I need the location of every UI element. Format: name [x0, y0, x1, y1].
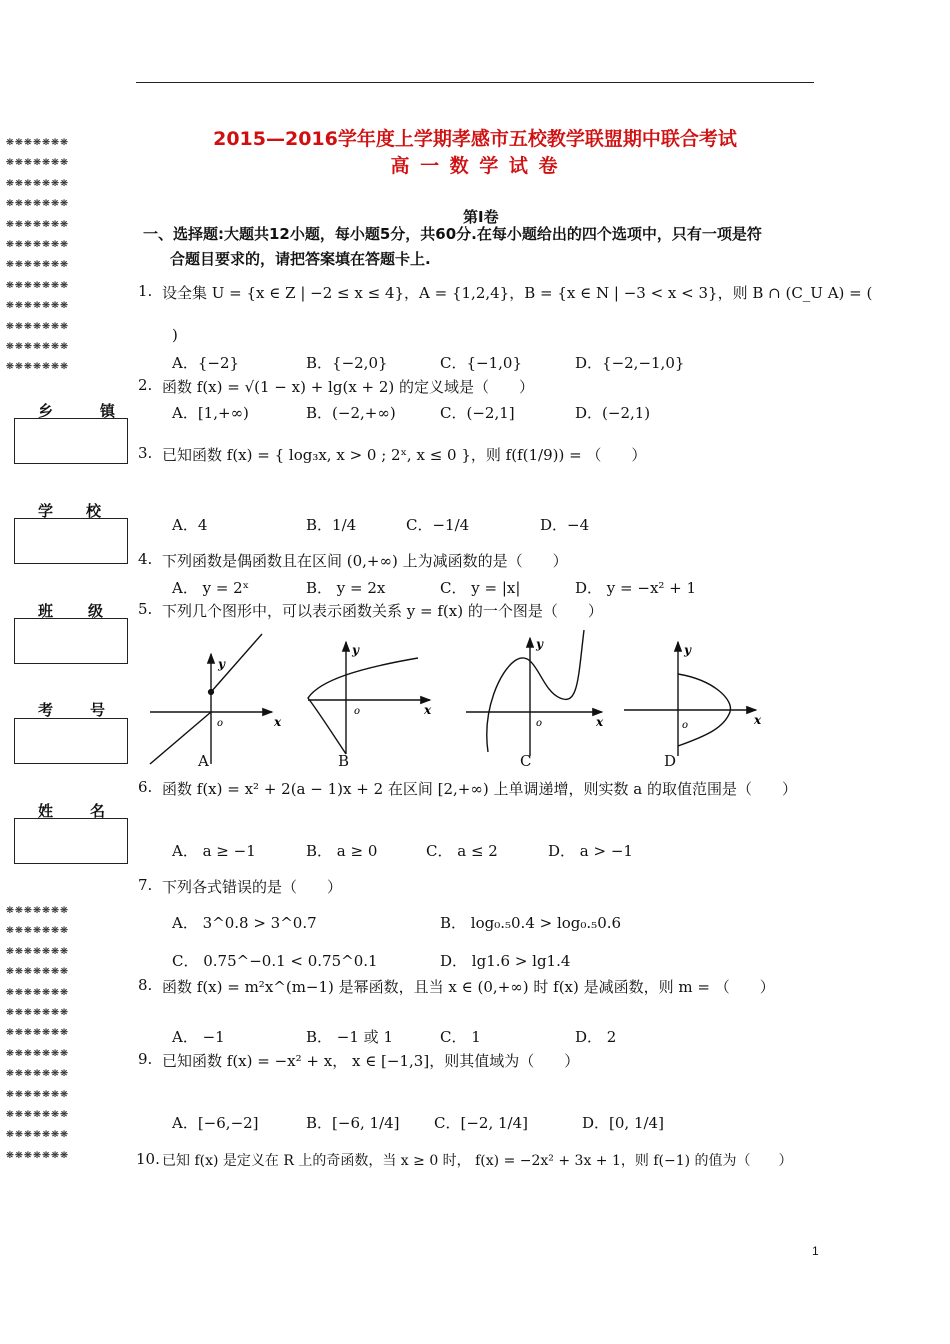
option-a[interactable]: A． a ≥ −1: [172, 842, 256, 860]
option-d[interactable]: D．{−2,−1,0}: [575, 354, 685, 372]
option-a[interactable]: A．4: [172, 516, 208, 534]
option-c[interactable]: C．[−2, 1/4]: [434, 1114, 528, 1132]
option-d[interactable]: D． a > −1: [548, 842, 633, 860]
question-number: 7.: [138, 876, 153, 894]
option-a[interactable]: A． −1: [172, 1028, 225, 1046]
page-number: 1: [812, 1244, 819, 1258]
side-stars-top: ❋❋❋❋❋❋❋ ❋❋❋❋❋❋❋ ❋❋❋❋❋❋❋ ❋❋❋❋❋❋❋ ❋❋❋❋❋❋❋ ❋❋❋❋❋❋❋ ❋❋❋❋❋❋❋ ❋❋❋❋❋❋❋ ❋❋❋❋❋❋❋ ❋❋❋❋❋❋❋ ❋❋❋❋❋❋❋ ❋❋❋❋❋❋❋: [6, 134, 70, 374]
side-stars-bottom: ❋❋❋❋❋❋❋ ❋❋❋❋❋❋❋ ❋❋❋❋❋❋❋ ❋❋❋❋❋❋❋ ❋❋❋❋❋❋❋ ❋❋❋❋❋❋❋ ❋❋❋❋❋❋❋ ❋❋❋❋❋❋❋ ❋❋❋❋❋❋❋ ❋❋❋❋❋❋❋ ❋❋❋❋❋❋❋ ❋❋❋❋❋❋❋ ❋❋❋❋❋❋❋: [6, 902, 70, 1162]
option-a[interactable]: A．{−2}: [172, 354, 240, 372]
question-text: 已知函数 f(x) = { log₃x, x > 0 ; 2ˣ, x ≤ 0 }，则 f(f(1/9)) = （ ）: [162, 446, 647, 464]
option-b[interactable]: B． y = 2x: [306, 579, 386, 597]
graph-b: [308, 642, 430, 754]
graph-a: [150, 634, 272, 764]
graph-b-y-label: y: [352, 643, 359, 657]
question-text: 已知 f(x) 是定义在 R 上的奇函数，当 x ≥ 0 时， f(x) = −2x² + 3x + 1，则 f(−1) 的值为（ ）: [162, 1153, 793, 1169]
option-b[interactable]: B． −1 或 1: [306, 1028, 393, 1046]
field-box-township[interactable]: [14, 418, 128, 464]
field-box-exam-number[interactable]: [14, 718, 128, 764]
option-d[interactable]: D．−4: [540, 516, 590, 534]
question-number: 2.: [138, 376, 153, 394]
question-number: 10.: [136, 1150, 160, 1168]
option-b[interactable]: B． a ≥ 0: [306, 842, 378, 860]
option-b[interactable]: B．1/4: [306, 516, 357, 534]
exam-subtitle: 高 一 数 学 试 卷: [390, 155, 560, 177]
option-b[interactable]: B． log₀.₅0.4 > log₀.₅0.6: [440, 914, 622, 932]
option-a[interactable]: A: [198, 752, 209, 770]
question-text: 函数 f(x) = √(1 − x) + lg(x + 2) 的定义域是（ ）: [162, 378, 535, 396]
option-c[interactable]: C．{−1,0}: [440, 354, 522, 372]
option-d[interactable]: D．(−2,1): [575, 404, 651, 422]
graph-d-origin: o: [682, 720, 689, 731]
graph-a-x-label: x: [274, 715, 282, 729]
section-instructions-line1: 一、选择题:大题共12小题，每小题5分，共60分.在每小题给出的四个选项中，只有一项是符: [143, 225, 762, 243]
graph-d-y-label: y: [684, 643, 691, 657]
graph-b-origin: o: [354, 706, 361, 717]
question-text: 函数 f(x) = m²x^(m−1) 是幂函数，且当 x ∈ (0,+∞) 时 f(x) 是减函数，则 m = （ ）: [162, 978, 775, 996]
graph-a-origin: o: [217, 718, 224, 729]
option-d[interactable]: D．[0, 1/4]: [582, 1114, 664, 1132]
option-c[interactable]: C． y = |x|: [440, 579, 521, 597]
graph-d-x-label: x: [754, 713, 762, 727]
field-box-name[interactable]: [14, 818, 128, 864]
option-b[interactable]: B．{−2,0}: [306, 354, 388, 372]
option-b[interactable]: B: [338, 752, 350, 770]
question-text: 下列几个图形中，可以表示函数关系 y = f(x) 的一个图是（ ）: [162, 602, 603, 620]
option-c[interactable]: C．(−2,1]: [440, 404, 515, 422]
option-a[interactable]: A．[1,+∞): [172, 404, 249, 422]
question-text: 函数 f(x) = x² + 2(a − 1)x + 2 在区间 [2,+∞) 上单调递增，则实数 a 的取值范围是（ ）: [162, 780, 797, 798]
graph-b-x-label: x: [424, 703, 432, 717]
question-text: 设全集 U = {x ∈ Z | −2 ≤ x ≤ 4}，A = {1,2,4}，B = {x ∈ N | −3 < x < 3}，则 B ∩ (C_U A) = (: [162, 284, 873, 302]
option-c[interactable]: C．−1/4: [406, 516, 470, 534]
option-d[interactable]: D． lg1.6 > lg1.4: [440, 952, 571, 970]
option-a[interactable]: A． y = 2ˣ: [172, 579, 250, 597]
option-d[interactable]: D． y = −x² + 1: [575, 579, 697, 597]
exam-title: 2015—2016学年度上学期孝感市五校教学联盟期中联合考试: [213, 128, 737, 150]
question-number: 8.: [138, 976, 153, 994]
question-number: 6.: [138, 778, 153, 796]
question-text: 下列函数是偶函数且在区间 (0,+∞) 上为减函数的是（ ）: [162, 552, 568, 570]
question-text-cont: ): [172, 326, 178, 344]
option-c[interactable]: C． a ≤ 2: [426, 842, 498, 860]
question-number: 1.: [138, 282, 153, 300]
question-number: 4.: [138, 550, 153, 568]
q5-graphs: [140, 630, 780, 776]
graph-a-y-label: y: [218, 657, 225, 671]
field-box-class[interactable]: [14, 618, 128, 664]
option-a[interactable]: A．[−6,−2]: [172, 1114, 259, 1132]
question-number: 9.: [138, 1050, 153, 1068]
graph-c-y-label: y: [536, 637, 543, 651]
section-instructions-line2: 合题目要求的，请把答案填在答题卡上.: [170, 250, 431, 268]
option-b[interactable]: B．(−2,+∞): [306, 404, 396, 422]
option-a[interactable]: A． 3^0.8 > 3^0.7: [172, 914, 317, 932]
question-text: 已知函数 f(x) = −x² + x， x ∈ [−1,3]，则其值域为（ ）: [162, 1052, 580, 1070]
graph-c-origin: o: [536, 718, 543, 729]
option-c[interactable]: C． 0.75^−0.1 < 0.75^0.1: [172, 952, 378, 970]
question-number: 5.: [138, 600, 153, 618]
graph-c: [466, 630, 602, 756]
question-number: 3.: [138, 444, 153, 462]
graph-c-x-label: x: [596, 715, 604, 729]
option-b[interactable]: B．[−6, 1/4]: [306, 1114, 400, 1132]
option-d[interactable]: D: [664, 752, 677, 770]
option-d[interactable]: D． 2: [575, 1028, 617, 1046]
header-rule: [136, 82, 814, 83]
field-box-school[interactable]: [14, 518, 128, 564]
graph-d: [624, 642, 756, 756]
option-c[interactable]: C: [520, 752, 532, 770]
question-text: 下列各式错误的是（ ）: [162, 878, 343, 896]
volume-label: 第Ⅰ卷: [463, 208, 499, 226]
option-c[interactable]: C． 1: [440, 1028, 481, 1046]
